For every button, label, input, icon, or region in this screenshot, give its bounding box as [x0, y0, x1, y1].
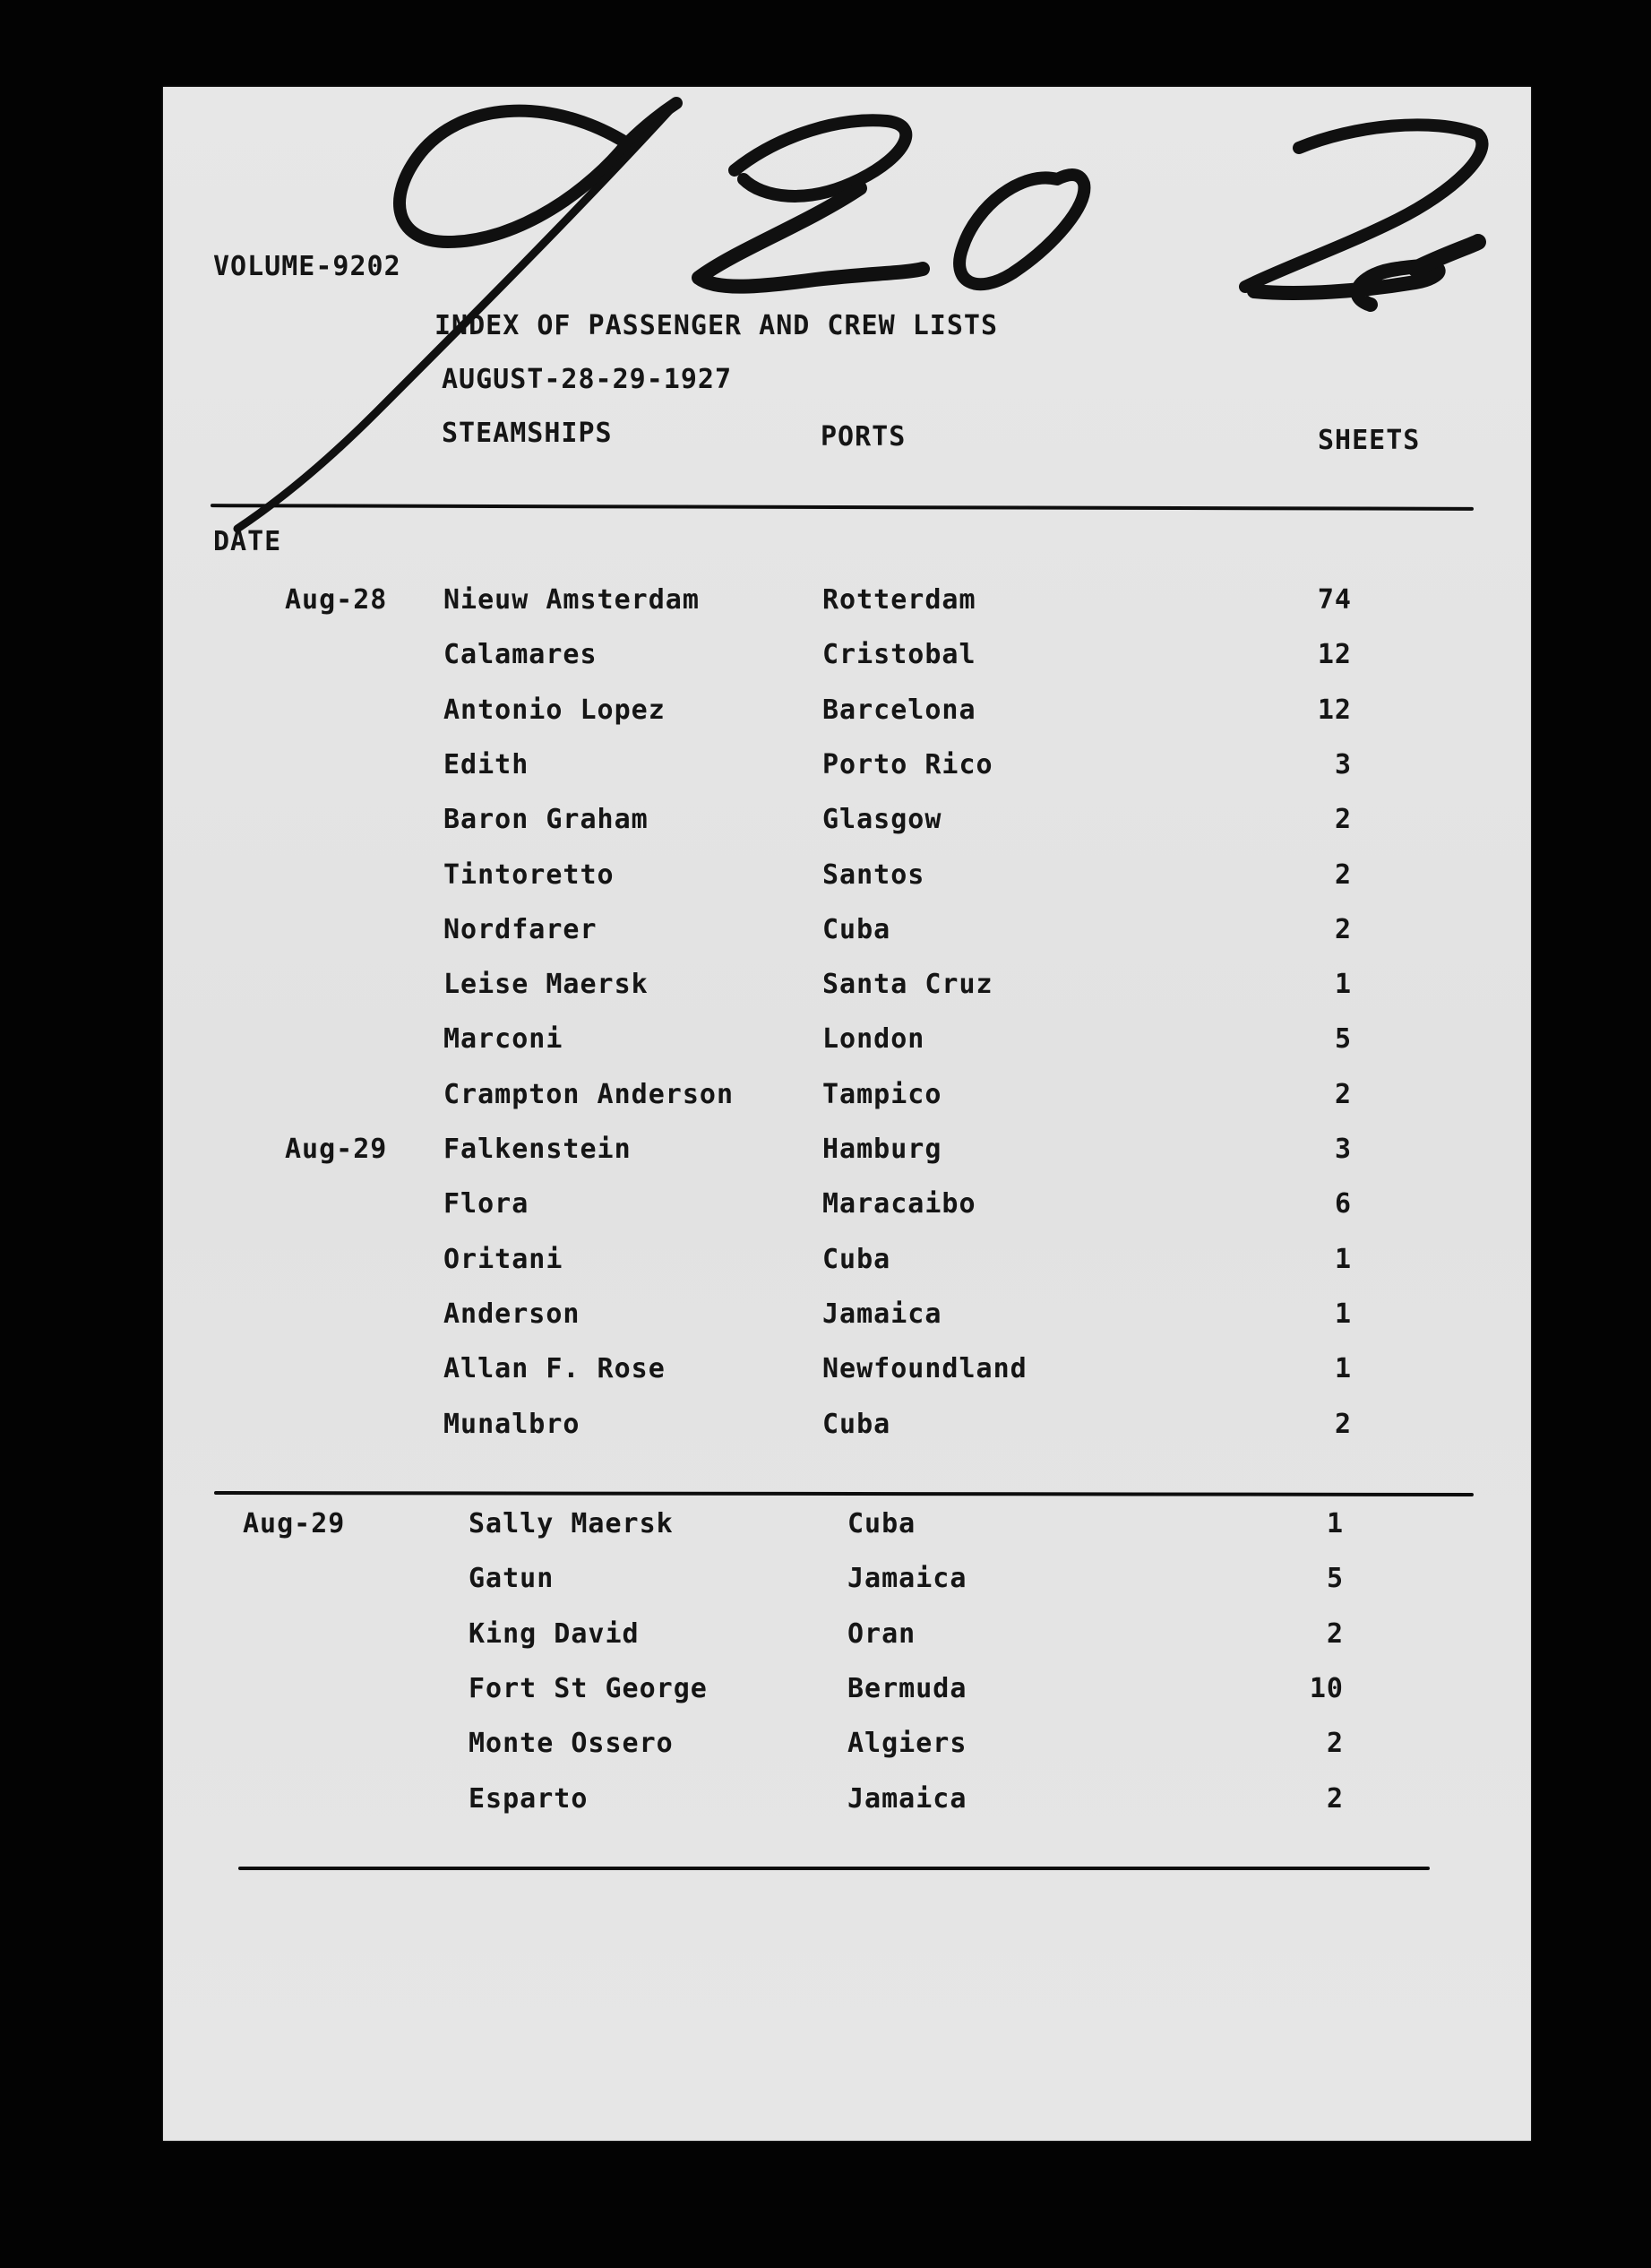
row-sheets: 1: [1334, 1243, 1352, 1275]
row-port: Porto Rico: [822, 748, 993, 780]
row-port: Cuba: [822, 1408, 891, 1440]
row-port: Hamburg: [822, 1134, 942, 1165]
row-sheets: 2: [1334, 1408, 1352, 1440]
row-steamship: Nieuw Amsterdam: [443, 584, 700, 616]
row-port: Jamaica: [822, 1298, 942, 1330]
row-steamship: Tintoretto: [443, 858, 615, 891]
row-steamship: Edith: [443, 748, 529, 780]
row-sheets: 12: [1317, 639, 1352, 671]
steamships-header: STEAMSHIPS: [442, 418, 613, 449]
row-sheets: 1: [1334, 1353, 1352, 1385]
document-title: INDEX OF PASSENGER AND CREW LISTS: [434, 310, 999, 341]
row-sheets: 6: [1334, 1188, 1352, 1220]
row-sheets: 2: [1326, 1728, 1344, 1760]
row-port: Santos: [822, 858, 925, 891]
sheets-header: SHEETS: [1318, 425, 1421, 456]
row-sheets: 1: [1334, 1298, 1352, 1330]
row-port: Barcelona: [822, 694, 976, 726]
footer-rule: [238, 1867, 1430, 1870]
row-port: Tampico: [822, 1078, 942, 1110]
row-port: Cuba: [822, 1243, 891, 1275]
row-steamship: Oritani: [443, 1243, 563, 1275]
row-sheets: 5: [1326, 1563, 1344, 1595]
row-steamship: Nordfarer: [443, 913, 598, 945]
row-sheets: 1: [1334, 969, 1352, 1001]
row-sheets: 2: [1334, 858, 1352, 891]
row-sheets: 12: [1317, 694, 1352, 726]
row-port: Jamaica: [847, 1782, 967, 1815]
row-sheets: 2: [1326, 1617, 1344, 1650]
row-port: Cuba: [847, 1508, 916, 1539]
row-port: Glasgow: [822, 804, 942, 836]
row-sheets: 2: [1334, 913, 1352, 945]
row-sheets: 3: [1334, 1134, 1352, 1165]
index-card: [163, 87, 1531, 2141]
row-sheets: 1: [1326, 1508, 1344, 1539]
row-steamship: Calamares: [443, 639, 598, 671]
volume-label: VOLUME-9202: [213, 251, 401, 282]
row-sheets: 10: [1309, 1672, 1344, 1704]
row-steamship: Flora: [443, 1188, 529, 1220]
row-sheets: 2: [1334, 1078, 1352, 1110]
row-steamship: Crampton Anderson: [443, 1078, 735, 1110]
row-sheets: 3: [1334, 748, 1352, 780]
row-steamship: Allan F. Rose: [443, 1353, 666, 1385]
row-sheets: 2: [1334, 804, 1352, 836]
row-steamship: Falkenstein: [443, 1134, 632, 1165]
row-steamship: Munalbro: [443, 1408, 580, 1440]
row-port: Jamaica: [847, 1563, 967, 1595]
row-steamship: Gatun: [469, 1563, 555, 1595]
row-steamship: Baron Graham: [443, 804, 649, 836]
row-port: Cuba: [822, 913, 891, 945]
date-header: DATE: [213, 526, 282, 557]
row-port: Algiers: [847, 1728, 967, 1760]
row-port: London: [822, 1023, 925, 1056]
row-port: Cristobal: [822, 639, 976, 671]
row-port: Maracaibo: [822, 1188, 976, 1220]
row-steamship: Anderson: [443, 1298, 580, 1330]
row-steamship: Monte Ossero: [469, 1728, 674, 1760]
row-date: Aug-28: [285, 584, 388, 616]
row-port: Santa Cruz: [822, 969, 993, 1001]
row-steamship: Sally Maersk: [469, 1508, 674, 1539]
row-date: Aug-29: [243, 1508, 346, 1539]
row-steamship: Fort St George: [469, 1672, 708, 1704]
row-date: Aug-29: [285, 1134, 388, 1165]
date-range: AUGUST-28-29-1927: [442, 364, 733, 395]
row-sheets: 74: [1317, 584, 1352, 616]
row-steamship: Antonio Lopez: [443, 694, 666, 726]
row-sheets: 2: [1326, 1782, 1344, 1815]
row-port: Oran: [847, 1617, 916, 1650]
ports-header: PORTS: [821, 421, 907, 453]
row-port: Bermuda: [847, 1672, 967, 1704]
row-steamship: King David: [469, 1617, 640, 1650]
row-steamship: Leise Maersk: [443, 969, 649, 1001]
row-steamship: Esparto: [469, 1782, 589, 1815]
row-port: Rotterdam: [822, 584, 976, 616]
row-sheets: 5: [1334, 1023, 1352, 1056]
row-port: Newfoundland: [822, 1353, 1028, 1385]
row-steamship: Marconi: [443, 1023, 563, 1056]
